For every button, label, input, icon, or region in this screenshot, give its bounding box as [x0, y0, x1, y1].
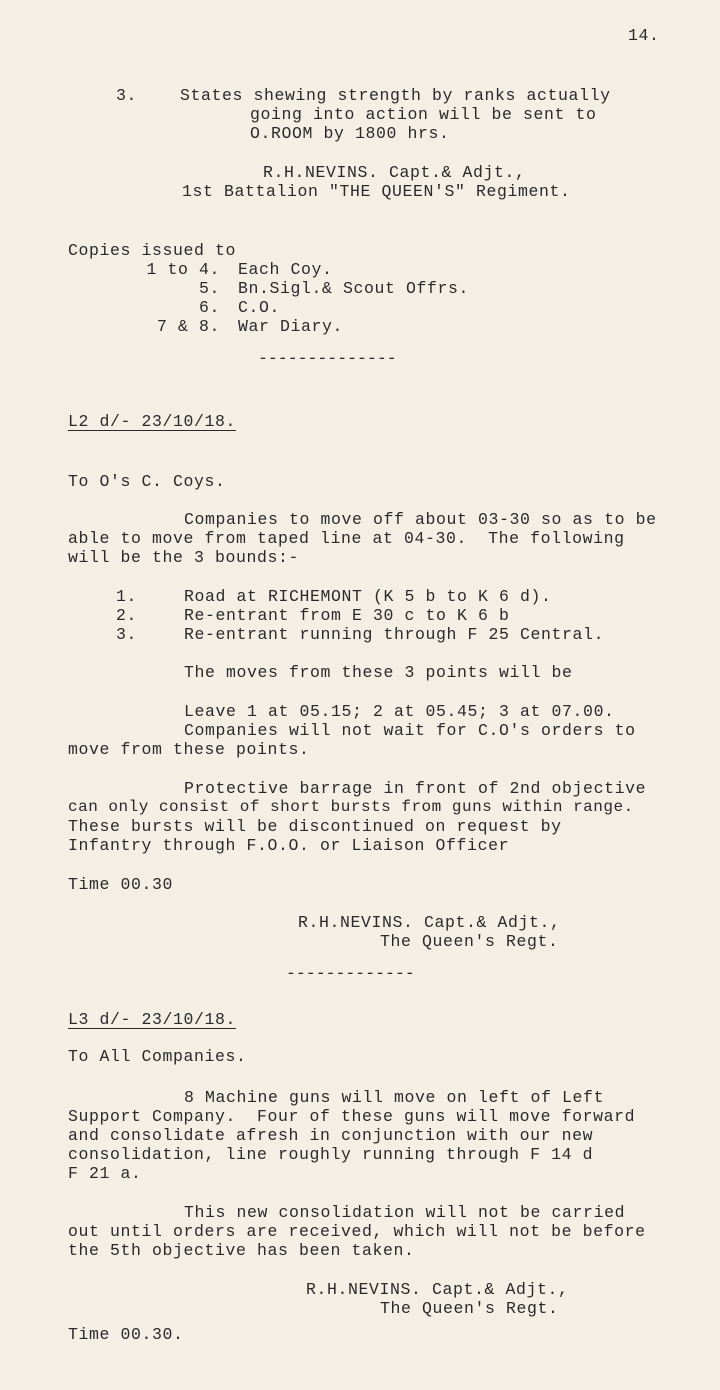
order-text-line: Infantry through F.O.O. or Liaison Officer: [68, 836, 510, 855]
order-text-line: will be the 3 bounds:-: [68, 548, 300, 567]
order-text-line: 8 Machine guns will move on left of Left: [184, 1088, 605, 1107]
signature-name: R.H.NEVINS. Capt.& Adjt.,: [306, 1280, 569, 1299]
page-number: 14.: [628, 26, 660, 45]
order-reference: L2 d/- 23/10/18.: [68, 412, 237, 431]
order-text-line: Companies to move off about 03-30 so as to be: [184, 510, 657, 529]
signature-name: R.H.NEVINS. Capt.& Adjt.,: [298, 913, 561, 932]
section-divider: -------------: [286, 964, 415, 983]
copies-recipient: Bn.Sigl.& Scout Offrs.: [238, 279, 470, 298]
order-text-line: able to move from taped line at 04-30. The following: [68, 529, 625, 548]
order-text-line: move from these points.: [68, 740, 310, 759]
signature-unit: The Queen's Regt.: [380, 1299, 559, 1318]
copies-number: 7 & 8.: [156, 317, 220, 336]
order-text-line: Protective barrage in front of 2nd objective: [184, 779, 647, 798]
order-addressee: To O's C. Coys.: [68, 472, 226, 491]
signature-unit: 1st Battalion "THE QUEEN'S" Regiment.: [182, 182, 571, 201]
signature-name: R.H.NEVINS. Capt.& Adjt.,: [263, 163, 526, 182]
order-time: Time 00.30: [68, 875, 174, 894]
order-text-line: out until orders are received, which will not be before: [68, 1222, 646, 1241]
order-text-line: consolidation, line roughly running through F 14 d: [68, 1145, 594, 1164]
signature-unit: The Queen's Regt.: [380, 932, 559, 951]
bound-number: 3.: [116, 625, 138, 644]
copies-number: 6.: [198, 298, 220, 317]
order-text-line: and consolidate afresh in conjunction with our new: [68, 1126, 594, 1145]
bound-text: Re-entrant from E 30 c to K 6 b: [184, 606, 510, 625]
para-line: States shewing strength by ranks actually: [180, 86, 611, 105]
bound-number: 2.: [116, 606, 138, 625]
order-text-line: These bursts will be discontinued on request by: [68, 817, 562, 836]
bound-number: 1.: [116, 587, 138, 606]
copies-heading: Copies issued to: [68, 241, 237, 260]
para-line: going into action will be sent to: [250, 105, 597, 124]
order-text-line: the 5th objective has been taken.: [68, 1241, 415, 1260]
order-time: Time 00.30.: [68, 1325, 184, 1344]
order-text-line: This new consolidation will not be carried: [184, 1203, 626, 1222]
order-text-line: can only consist of short bursts from guns within range.: [68, 798, 634, 816]
para-line: O.ROOM by 1800 hrs.: [250, 124, 450, 143]
bound-text: Re-entrant running through F 25 Central.: [184, 625, 605, 644]
order-text-line: Companies will not wait for C.O's orders to: [184, 721, 636, 740]
order-text-line: Support Company. Four of these guns will move forward: [68, 1107, 636, 1126]
bound-text: Road at RICHEMONT (K 5 b to K 6 d).: [184, 587, 552, 606]
copies-recipient: War Diary.: [238, 317, 344, 336]
order-reference: L3 d/- 23/10/18.: [68, 1010, 237, 1029]
copies-number: 5.: [198, 279, 220, 298]
order-text-line: F 21 a.: [68, 1164, 142, 1183]
order-addressee: To All Companies.: [68, 1047, 247, 1066]
para-number: 3.: [116, 86, 138, 105]
section-divider: --------------: [258, 349, 397, 368]
order-text-line: Leave 1 at 05.15; 2 at 05.45; 3 at 07.00.: [184, 702, 615, 721]
copies-recipient: C.O.: [238, 298, 281, 317]
copies-recipient: Each Coy.: [238, 260, 333, 279]
copies-number: 1 to 4.: [146, 260, 220, 279]
order-text-line: The moves from these 3 points will be: [184, 663, 573, 682]
